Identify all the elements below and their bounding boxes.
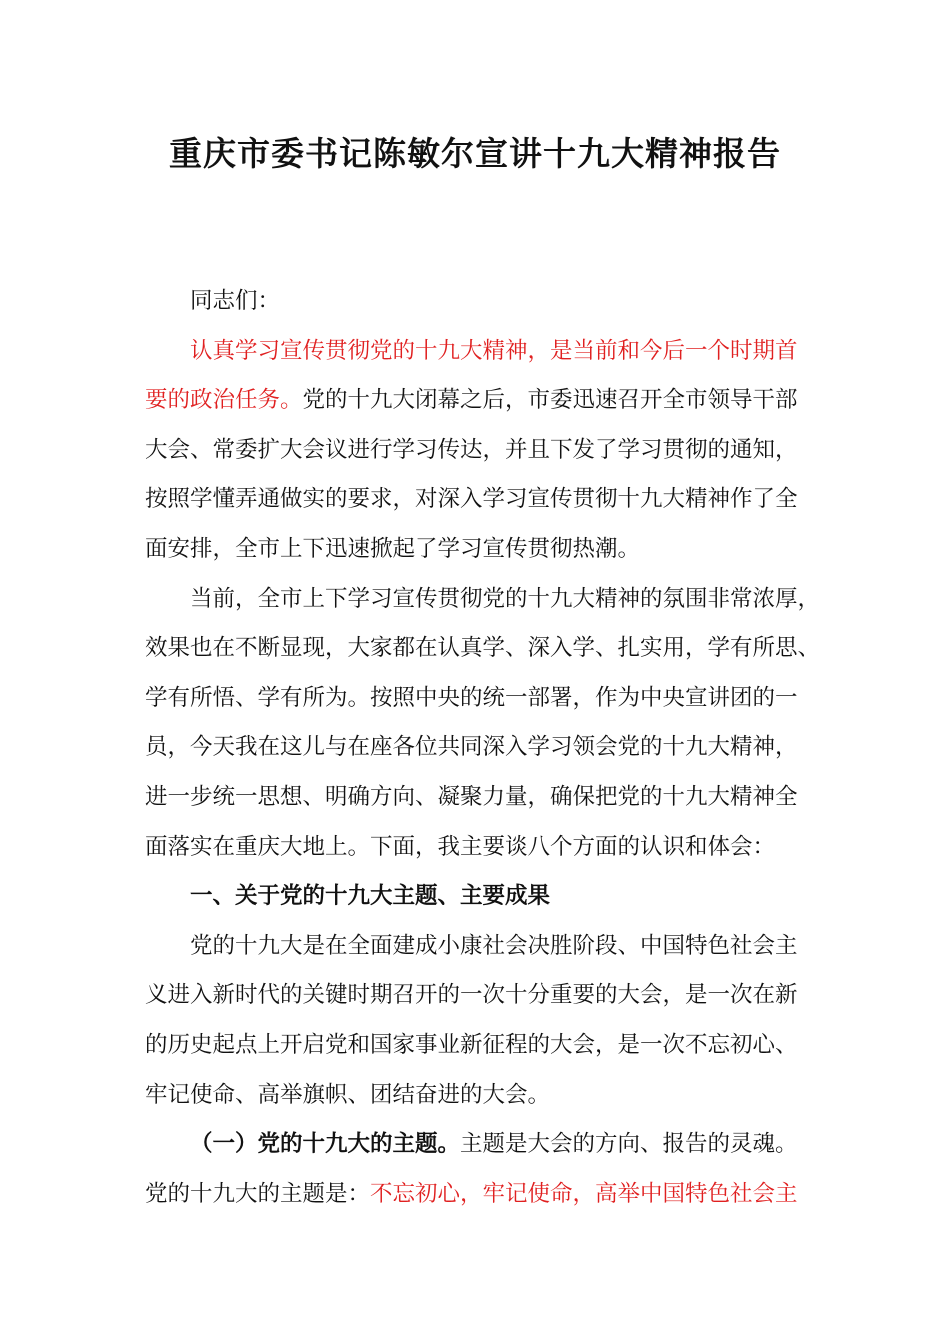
p2-line4: 员，今天我在这儿与在座各位共同深入学习领会党的十九大精神， (145, 734, 798, 761)
p4-line1-rest: 主题是大会的方向、报告的灵魂。 (460, 1131, 798, 1158)
p3-line2: 义进入新时代的关键时期召开的一次十分重要的大会，是一次在新 (145, 982, 798, 1009)
p4-line1 (145, 1120, 805, 1170)
p1-line1: 认真学习宣传贯彻党的十九大精神，是当前和今后一个时期首 (190, 337, 798, 364)
p1-line2 (145, 376, 805, 426)
p2-line3: 学有所悟、学有所为。按照中央的统一部署，作为中央宣讲团的一 (145, 684, 798, 711)
paragraph-1 (145, 327, 805, 575)
p3-line3: 的历史起点上开启党和国家事业新征程的大会，是一次不忘初心、 (145, 1031, 798, 1058)
p1-line3: 大会、常委扩大会议进行学习传达，并且下发了学习贯彻的通知， (145, 436, 798, 463)
paragraph-4 (145, 1120, 805, 1219)
p1-line2-red: 要的政治任务。 (145, 387, 303, 414)
p2-line6: 面落实在重庆大地上。下面，我主要谈八个方面的认识和体会： (145, 833, 776, 860)
paragraph-3 (145, 922, 805, 1120)
paragraph-2 (145, 575, 821, 873)
p2-line2: 效果也在不断显现，大家都在认真学、深入学、扎实用，学有所思、 (145, 635, 821, 662)
p4-bold-heading: （一）党的十九大的主题。 (190, 1131, 461, 1158)
p2-line1: 当前，全市上下学习宣传贯彻党的十九大精神的氛围非常浓厚， (190, 585, 821, 612)
p1-line5: 面安排，全市上下迅速掀起了学习宣传贯彻热潮。 (145, 535, 641, 562)
p3-line4: 牢记使命、高举旗帜、团结奋进的大会。 (145, 1081, 551, 1108)
p2-line5: 进一步统一思想、明确方向、凝聚力量，确保把党的十九大精神全 (145, 783, 798, 810)
section-heading-1: 一、关于党的十九大主题、主要成果 (190, 883, 551, 910)
p1-line2-black: 党的十九大闭幕之后，市委迅速召开全市领导干部 (302, 387, 798, 414)
salutation: 同志们： (190, 288, 281, 314)
document-body (145, 277, 821, 1219)
p4-line2-black: 党的十九大的主题是： (145, 1180, 371, 1207)
page-title: 重庆市委书记陈敏尔宣讲十九大精神报告 (169, 134, 781, 173)
p4-line2 (145, 1170, 805, 1220)
p1-line4: 按照学懂弄通做实的要求，对深入学习宣传贯彻十九大精神作了全 (145, 486, 798, 513)
p3-line1: 党的十九大是在全面建成小康社会决胜阶段、中国特色社会主 (190, 932, 798, 959)
p4-line2-red: 不忘初心，牢记使命，高举中国特色社会主 (370, 1180, 798, 1207)
